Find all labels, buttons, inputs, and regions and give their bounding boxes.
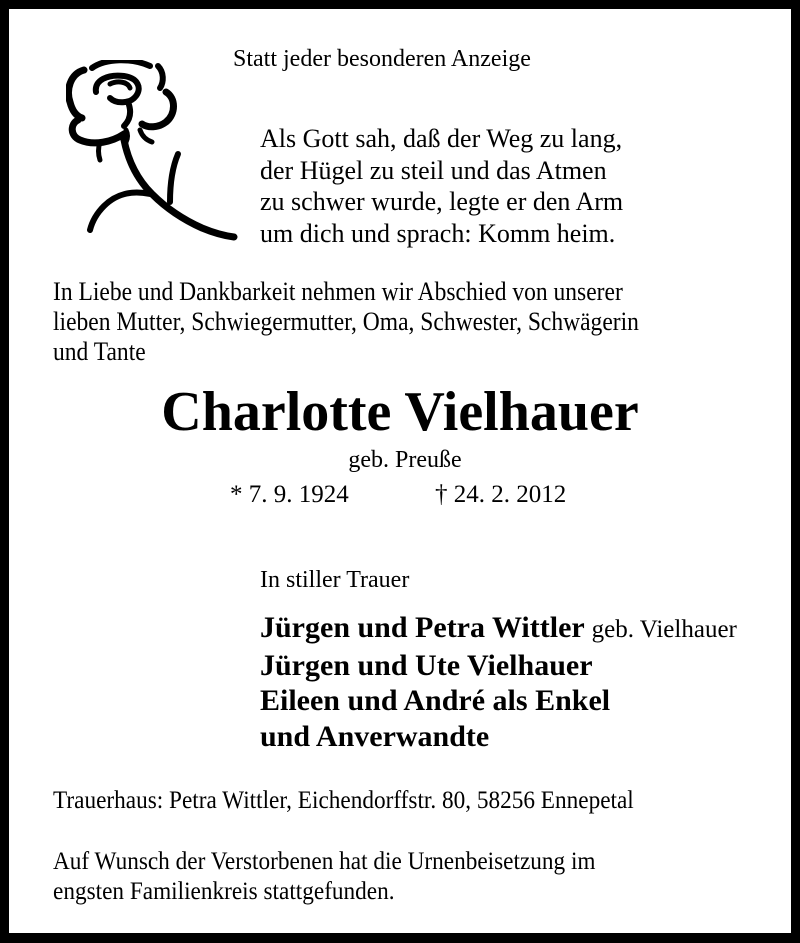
- closing-note-line: engsten Familienkreis stattgefunden.: [53, 878, 395, 905]
- mourning-house-text: Trauerhaus: Petra Wittler, Eichendorffstr. 80, 58256 Ennepetal: [53, 787, 634, 814]
- mourner-name: und Anverwandte: [260, 719, 490, 753]
- mourning-house: [53, 788, 677, 813]
- mourners-label: In stiller Trauer: [260, 567, 410, 593]
- mourner-line: [260, 683, 737, 719]
- poem-line: um dich und sprach: Komm heim.: [260, 218, 616, 248]
- poem-line: Als Gott sah, daß der Weg zu lang,: [260, 124, 623, 153]
- death-date: † 24. 2. 2012: [435, 481, 567, 508]
- mourner-line: [260, 648, 737, 684]
- rose-icon: [66, 60, 238, 244]
- intro-line: lieben Mutter, Schwiegermutter, Oma, Schwester, Schwägerin: [53, 307, 639, 336]
- mourner-name: Jürgen und Ute Vielhauer: [260, 648, 593, 682]
- mourner-suffix: geb. Vielhauer: [591, 616, 737, 643]
- mourner-line: [260, 719, 737, 755]
- mourner-name: Eileen und André als Enkel: [260, 684, 611, 717]
- poem: [260, 123, 623, 249]
- mourner-name: Jürgen und Petra Wittler: [260, 611, 585, 644]
- mourner-line: [260, 610, 737, 648]
- intro-line: und Tante: [53, 337, 146, 366]
- closing-note: [53, 847, 636, 907]
- mourners-list: [260, 610, 737, 754]
- birth-date: * 7. 9. 1924: [230, 481, 349, 508]
- poem-line: zu schwer wurde, legte er den Arm: [260, 187, 624, 216]
- closing-note-line: Auf Wunsch der Verstorbenen hat die Urnenbeisetzung im: [53, 848, 596, 875]
- intro-line: In Liebe und Dankbarkeit nehmen wir Abschied von unserer: [53, 277, 623, 306]
- maiden-name: geb. Preuße: [348, 447, 462, 473]
- poem-line: der Hügel zu steil und das Atmen: [260, 155, 607, 185]
- header-note: Statt jeder besonderen Anzeige: [233, 46, 531, 72]
- intro-paragraph: [53, 277, 757, 367]
- deceased-name: Charlotte Vielhauer: [161, 381, 639, 443]
